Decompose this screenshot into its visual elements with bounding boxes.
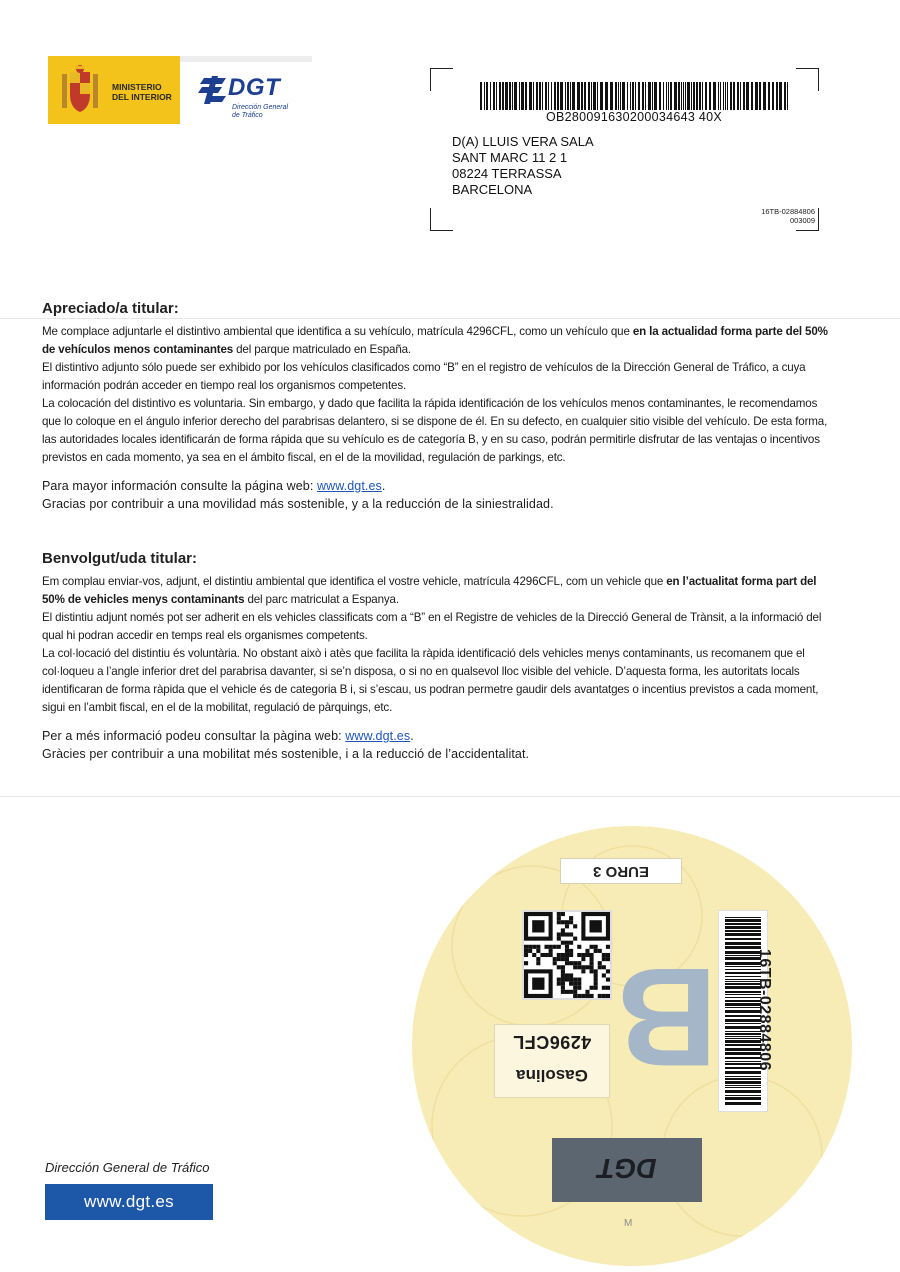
letter-catalan [42, 550, 838, 763]
address-line: 08224 TERRASSA [452, 166, 562, 181]
paragraph-bold: en l’actualitat forma part del 50% de vehicles menys contaminants [42, 575, 817, 606]
paragraph-bold: en la actualidad forma parte del 50% de vehículos menos contaminantes [42, 325, 828, 356]
fuel-type: Gasolina [516, 1066, 588, 1085]
address-window-corner [796, 68, 819, 91]
sticker-dgt-logo [552, 1138, 702, 1202]
address-line: SANT MARC 11 2 1 [452, 150, 568, 165]
fold-line [0, 796, 900, 797]
ministry-line: DEL INTERIOR [112, 92, 172, 102]
salutation: Benvolgut/uda titular: [42, 550, 197, 567]
footer-organization: Dirección General de Tráfico [45, 1160, 210, 1175]
sticker-code: 16TB-02884806 [756, 948, 773, 1072]
info-text: . [410, 729, 414, 743]
thanks-line: Gracias por contribuir a una movilidad más sostenible, y a la reducción de la siniestralidad. [42, 497, 554, 511]
paragraph: El distintivo adjunto sólo puede ser exhibido por los vehículos clasificados como “B” en el registro de vehículos de la Dirección General de Tráfico, a cuya información podrán acceder en tiempo real los organismos competentes. [42, 361, 806, 392]
postal-barcode [480, 82, 788, 110]
info-line [42, 727, 838, 745]
ministerio-interior-logo [48, 56, 180, 124]
paragraph-text: Me complace adjuntarle el distintivo ambiental que identifica a su vehículo, matrícula 4296CFL, como un vehículo que [42, 325, 633, 338]
paragraph-text: Em complau enviar-vos, adjunt, el distintiu ambiental que identifica el vostre vehicle, matrícula 4296CFL, com un vehicle que [42, 575, 667, 588]
qr-code-icon [522, 910, 612, 1000]
environmental-sticker[interactable] [412, 826, 852, 1266]
paragraph: La col·locació del distintiu és voluntària. No obstant això i atès que facilita la ràpida identificació dels vehicles menys contaminants, us recomanem que el col·loqueu a l’angle inferior dret del parabrisa davanter, si se’n disposa, o si no en qualsevol lloc visible del vehicle. D’aquesta forma, les autoritats locals identificaran de forma ràpida que el vehicle és de categoria B i, si s’escau, us podran permetre gaudir dels avantatges o incentius previstos a cada moment, sigui en l’ambit fiscal, en el de la mobilitat, regulació de pàrquings, etc. [42, 647, 819, 714]
paragraph-text: del parc matriculat a Espanya. [244, 593, 399, 606]
dgt-logo-sub: Dirección General [232, 104, 289, 111]
plate-box [494, 1024, 610, 1098]
dgt-logo-word: DGT [228, 74, 281, 101]
footer-website-button[interactable]: www.dgt.es [45, 1184, 213, 1220]
thanks-line: Gràcies per contribuir a una mobilitat més sostenible, i a la reducció de l’accidentalitat. [42, 747, 530, 761]
euro-label: EURO 3 [560, 858, 682, 884]
paragraph [42, 573, 838, 609]
barcode-number: OB280091630200034643 40X [545, 110, 723, 124]
ministry-line: MINISTERIO [112, 82, 162, 92]
address-window-corner [430, 208, 453, 231]
dgt-mark-icon [198, 74, 228, 104]
address-line: D(A) LLUIS VERA SALA [452, 134, 594, 149]
sticker-dgt-word: DGT [597, 1153, 657, 1184]
info-text: Per a més informació podeu consultar la pàgina web: [42, 729, 346, 743]
address-window-corner [430, 68, 453, 91]
reference-code [720, 207, 815, 225]
letter-spanish [42, 300, 838, 513]
reference-line: 16TB-02884806 [761, 207, 815, 216]
dgt-logo [180, 56, 312, 124]
dgt-web-link[interactable]: www.dgt.es [316, 479, 382, 493]
paragraph: La colocación del distintivo es voluntaria. Sin embargo, y dado que facilita la rápida identificación de los vehículos menos contaminantes, le recomendamos que lo coloque en el ángulo inferior derecho del parabrisas delantero, si se dispone de él. En su defecto, en cualquier sitio visible del vehículo. De esta forma, las autoridades locales identificarán de forma rápida que su vehículo es de categoría B, y en su caso, podrán permitirle disfrutar de las ventajas o incentivos previstos en cada momento, ya sea en el ámbito fiscal, en el de la movilidad, regulación de parkings, etc. [42, 397, 828, 464]
category-letter: B [616, 939, 718, 1096]
dgt-logo-sub: de Tráfico [232, 112, 263, 119]
paragraph: El distintiu adjunt només pot ser adherit en els vehicles classificats com a “B” en el Registre de vehicles de la Direcció General de Trànsit, a la informació del qual hi podran accedir en temps real els organismes competents. [42, 611, 822, 642]
coat-of-arms-icon [58, 64, 102, 116]
dgt-web-link[interactable]: www.dgt.es [345, 729, 411, 743]
info-text: . [381, 479, 386, 493]
info-line [42, 477, 838, 495]
info-text: Para mayor información consulte la página web: [42, 479, 317, 493]
paragraph-text: del parque matriculado en España. [233, 343, 412, 356]
recipient-address [452, 134, 594, 198]
reference-line: 003009 [789, 216, 815, 225]
paragraph [42, 323, 838, 359]
plate-number: 4296CFL [512, 1032, 592, 1052]
address-line: BARCELONA [452, 182, 533, 197]
salutation: Apreciado/a titular: [42, 300, 179, 317]
sticker-mark: M [624, 1218, 633, 1229]
